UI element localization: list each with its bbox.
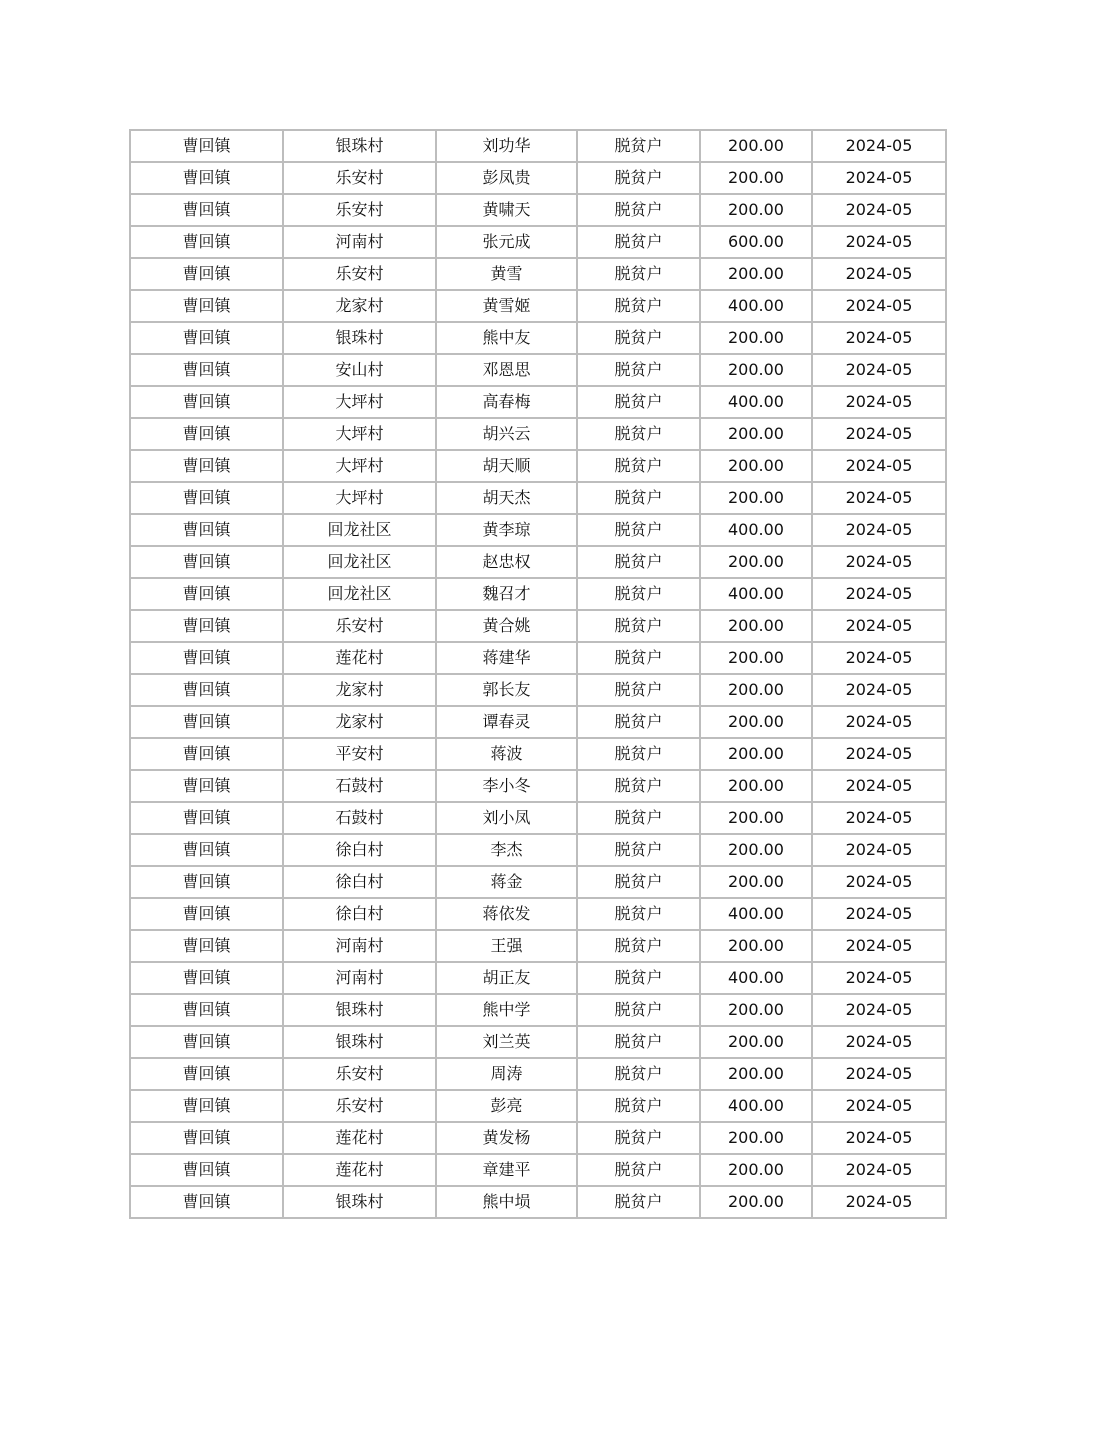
village-cell: 大坪村: [283, 386, 436, 418]
table-row: [130, 930, 946, 962]
amount-cell: 200.00: [700, 994, 812, 1026]
town-cell: 曹回镇: [130, 258, 283, 290]
village-cell: 银珠村: [283, 322, 436, 354]
month-cell: 2024-05: [812, 1090, 946, 1122]
amount-cell: 200.00: [700, 1154, 812, 1186]
amount-cell: 200.00: [700, 1026, 812, 1058]
village-cell: 大坪村: [283, 418, 436, 450]
village-cell: 乐安村: [283, 194, 436, 226]
village-cell: 银珠村: [283, 994, 436, 1026]
month-cell: 2024-05: [812, 130, 946, 162]
category-cell: 脱贫户: [577, 546, 700, 578]
table-row: [130, 962, 946, 994]
month-cell: 2024-05: [812, 194, 946, 226]
town-cell: 曹回镇: [130, 706, 283, 738]
table-row: [130, 386, 946, 418]
table-row: [130, 866, 946, 898]
name-cell: 彭凤贵: [436, 162, 577, 194]
name-cell: 邓恩思: [436, 354, 577, 386]
name-cell: 黄发杨: [436, 1122, 577, 1154]
category-cell: 脱贫户: [577, 770, 700, 802]
table-row: [130, 770, 946, 802]
amount-cell: 200.00: [700, 610, 812, 642]
name-cell: 郭长友: [436, 674, 577, 706]
category-cell: 脱贫户: [577, 834, 700, 866]
village-cell: 河南村: [283, 930, 436, 962]
name-cell: 蒋依发: [436, 898, 577, 930]
amount-cell: 400.00: [700, 898, 812, 930]
village-cell: 石鼓村: [283, 770, 436, 802]
month-cell: 2024-05: [812, 1026, 946, 1058]
town-cell: 曹回镇: [130, 738, 283, 770]
table-row: [130, 1154, 946, 1186]
name-cell: 蒋波: [436, 738, 577, 770]
village-cell: 银珠村: [283, 1186, 436, 1218]
name-cell: 黄啸天: [436, 194, 577, 226]
category-cell: 脱贫户: [577, 738, 700, 770]
table-row: [130, 1186, 946, 1218]
table-row: [130, 418, 946, 450]
month-cell: 2024-05: [812, 162, 946, 194]
town-cell: 曹回镇: [130, 194, 283, 226]
category-cell: 脱贫户: [577, 706, 700, 738]
name-cell: 张元成: [436, 226, 577, 258]
village-cell: 安山村: [283, 354, 436, 386]
month-cell: 2024-05: [812, 642, 946, 674]
town-cell: 曹回镇: [130, 834, 283, 866]
table-row: [130, 1058, 946, 1090]
town-cell: 曹回镇: [130, 674, 283, 706]
month-cell: 2024-05: [812, 674, 946, 706]
table-row: [130, 162, 946, 194]
records-table: [129, 129, 947, 1219]
month-cell: 2024-05: [812, 1186, 946, 1218]
records-table-body: [130, 130, 946, 1218]
village-cell: 乐安村: [283, 610, 436, 642]
name-cell: 魏召才: [436, 578, 577, 610]
village-cell: 龙家村: [283, 674, 436, 706]
category-cell: 脱贫户: [577, 1090, 700, 1122]
month-cell: 2024-05: [812, 962, 946, 994]
name-cell: 黄雪: [436, 258, 577, 290]
amount-cell: 200.00: [700, 354, 812, 386]
category-cell: 脱贫户: [577, 450, 700, 482]
category-cell: 脱贫户: [577, 994, 700, 1026]
town-cell: 曹回镇: [130, 226, 283, 258]
town-cell: 曹回镇: [130, 1058, 283, 1090]
month-cell: 2024-05: [812, 450, 946, 482]
town-cell: 曹回镇: [130, 1026, 283, 1058]
table-row: [130, 290, 946, 322]
month-cell: 2024-05: [812, 258, 946, 290]
town-cell: 曹回镇: [130, 866, 283, 898]
name-cell: 熊中学: [436, 994, 577, 1026]
amount-cell: 200.00: [700, 674, 812, 706]
category-cell: 脱贫户: [577, 194, 700, 226]
category-cell: 脱贫户: [577, 258, 700, 290]
table-row: [130, 226, 946, 258]
table-row: [130, 834, 946, 866]
amount-cell: 200.00: [700, 930, 812, 962]
town-cell: 曹回镇: [130, 482, 283, 514]
name-cell: 黄合姚: [436, 610, 577, 642]
category-cell: 脱贫户: [577, 130, 700, 162]
category-cell: 脱贫户: [577, 162, 700, 194]
town-cell: 曹回镇: [130, 546, 283, 578]
village-cell: 龙家村: [283, 290, 436, 322]
name-cell: 章建平: [436, 1154, 577, 1186]
town-cell: 曹回镇: [130, 994, 283, 1026]
amount-cell: 600.00: [700, 226, 812, 258]
name-cell: 黄李琼: [436, 514, 577, 546]
name-cell: 谭春灵: [436, 706, 577, 738]
month-cell: 2024-05: [812, 898, 946, 930]
table-row: [130, 322, 946, 354]
village-cell: 河南村: [283, 226, 436, 258]
amount-cell: 200.00: [700, 834, 812, 866]
town-cell: 曹回镇: [130, 514, 283, 546]
village-cell: 徐白村: [283, 898, 436, 930]
month-cell: 2024-05: [812, 1154, 946, 1186]
amount-cell: 200.00: [700, 642, 812, 674]
town-cell: 曹回镇: [130, 770, 283, 802]
village-cell: 徐白村: [283, 866, 436, 898]
category-cell: 脱贫户: [577, 642, 700, 674]
category-cell: 脱贫户: [577, 386, 700, 418]
name-cell: 赵忠权: [436, 546, 577, 578]
village-cell: 银珠村: [283, 1026, 436, 1058]
category-cell: 脱贫户: [577, 1122, 700, 1154]
table-row: [130, 514, 946, 546]
month-cell: 2024-05: [812, 930, 946, 962]
category-cell: 脱贫户: [577, 962, 700, 994]
table-row: [130, 802, 946, 834]
category-cell: 脱贫户: [577, 290, 700, 322]
amount-cell: 200.00: [700, 162, 812, 194]
village-cell: 大坪村: [283, 482, 436, 514]
category-cell: 脱贫户: [577, 482, 700, 514]
table-row: [130, 610, 946, 642]
category-cell: 脱贫户: [577, 226, 700, 258]
category-cell: 脱贫户: [577, 866, 700, 898]
village-cell: 乐安村: [283, 1058, 436, 1090]
category-cell: 脱贫户: [577, 930, 700, 962]
town-cell: 曹回镇: [130, 802, 283, 834]
table-row: [130, 130, 946, 162]
amount-cell: 200.00: [700, 1058, 812, 1090]
name-cell: 周涛: [436, 1058, 577, 1090]
category-cell: 脱贫户: [577, 1058, 700, 1090]
table-row: [130, 258, 946, 290]
amount-cell: 400.00: [700, 1090, 812, 1122]
name-cell: 熊中埙: [436, 1186, 577, 1218]
month-cell: 2024-05: [812, 610, 946, 642]
month-cell: 2024-05: [812, 482, 946, 514]
village-cell: 回龙社区: [283, 514, 436, 546]
village-cell: 莲花村: [283, 1154, 436, 1186]
month-cell: 2024-05: [812, 514, 946, 546]
month-cell: 2024-05: [812, 578, 946, 610]
name-cell: 刘小凤: [436, 802, 577, 834]
town-cell: 曹回镇: [130, 450, 283, 482]
village-cell: 回龙社区: [283, 546, 436, 578]
month-cell: 2024-05: [812, 738, 946, 770]
month-cell: 2024-05: [812, 770, 946, 802]
village-cell: 莲花村: [283, 642, 436, 674]
amount-cell: 400.00: [700, 578, 812, 610]
category-cell: 脱贫户: [577, 418, 700, 450]
category-cell: 脱贫户: [577, 578, 700, 610]
table-row: [130, 354, 946, 386]
name-cell: 蒋建华: [436, 642, 577, 674]
name-cell: 李小冬: [436, 770, 577, 802]
month-cell: 2024-05: [812, 386, 946, 418]
amount-cell: 200.00: [700, 866, 812, 898]
name-cell: 彭亮: [436, 1090, 577, 1122]
category-cell: 脱贫户: [577, 674, 700, 706]
name-cell: 王强: [436, 930, 577, 962]
town-cell: 曹回镇: [130, 962, 283, 994]
town-cell: 曹回镇: [130, 386, 283, 418]
amount-cell: 200.00: [700, 130, 812, 162]
month-cell: 2024-05: [812, 418, 946, 450]
amount-cell: 200.00: [700, 1122, 812, 1154]
amount-cell: 400.00: [700, 962, 812, 994]
town-cell: 曹回镇: [130, 1090, 283, 1122]
village-cell: 徐白村: [283, 834, 436, 866]
amount-cell: 200.00: [700, 482, 812, 514]
town-cell: 曹回镇: [130, 610, 283, 642]
category-cell: 脱贫户: [577, 802, 700, 834]
village-cell: 龙家村: [283, 706, 436, 738]
village-cell: 大坪村: [283, 450, 436, 482]
month-cell: 2024-05: [812, 994, 946, 1026]
table-row: [130, 482, 946, 514]
month-cell: 2024-05: [812, 290, 946, 322]
village-cell: 乐安村: [283, 1090, 436, 1122]
village-cell: 河南村: [283, 962, 436, 994]
month-cell: 2024-05: [812, 802, 946, 834]
name-cell: 胡正友: [436, 962, 577, 994]
village-cell: 乐安村: [283, 258, 436, 290]
village-cell: 莲花村: [283, 1122, 436, 1154]
amount-cell: 400.00: [700, 514, 812, 546]
name-cell: 熊中友: [436, 322, 577, 354]
town-cell: 曹回镇: [130, 1154, 283, 1186]
amount-cell: 200.00: [700, 802, 812, 834]
table-row: [130, 898, 946, 930]
amount-cell: 400.00: [700, 290, 812, 322]
name-cell: 刘功华: [436, 130, 577, 162]
name-cell: 黄雪姬: [436, 290, 577, 322]
amount-cell: 200.00: [700, 770, 812, 802]
table-row: [130, 1122, 946, 1154]
table-row: [130, 642, 946, 674]
category-cell: 脱贫户: [577, 898, 700, 930]
name-cell: 胡天杰: [436, 482, 577, 514]
amount-cell: 200.00: [700, 322, 812, 354]
town-cell: 曹回镇: [130, 578, 283, 610]
name-cell: 高春梅: [436, 386, 577, 418]
table-row: [130, 674, 946, 706]
table-row: [130, 450, 946, 482]
town-cell: 曹回镇: [130, 322, 283, 354]
table-row: [130, 578, 946, 610]
town-cell: 曹回镇: [130, 162, 283, 194]
table-row: [130, 738, 946, 770]
amount-cell: 200.00: [700, 1186, 812, 1218]
village-cell: 石鼓村: [283, 802, 436, 834]
amount-cell: 200.00: [700, 706, 812, 738]
category-cell: 脱贫户: [577, 354, 700, 386]
amount-cell: 200.00: [700, 418, 812, 450]
town-cell: 曹回镇: [130, 130, 283, 162]
category-cell: 脱贫户: [577, 610, 700, 642]
table-row: [130, 546, 946, 578]
category-cell: 脱贫户: [577, 1154, 700, 1186]
town-cell: 曹回镇: [130, 642, 283, 674]
category-cell: 脱贫户: [577, 514, 700, 546]
amount-cell: 200.00: [700, 450, 812, 482]
month-cell: 2024-05: [812, 1122, 946, 1154]
town-cell: 曹回镇: [130, 1122, 283, 1154]
name-cell: 李杰: [436, 834, 577, 866]
month-cell: 2024-05: [812, 354, 946, 386]
amount-cell: 400.00: [700, 386, 812, 418]
name-cell: 胡兴云: [436, 418, 577, 450]
amount-cell: 200.00: [700, 738, 812, 770]
town-cell: 曹回镇: [130, 418, 283, 450]
category-cell: 脱贫户: [577, 1186, 700, 1218]
month-cell: 2024-05: [812, 834, 946, 866]
village-cell: 回龙社区: [283, 578, 436, 610]
name-cell: 蒋金: [436, 866, 577, 898]
town-cell: 曹回镇: [130, 290, 283, 322]
name-cell: 刘兰英: [436, 1026, 577, 1058]
amount-cell: 200.00: [700, 258, 812, 290]
month-cell: 2024-05: [812, 226, 946, 258]
table-row: [130, 994, 946, 1026]
month-cell: 2024-05: [812, 1058, 946, 1090]
table-row: [130, 1026, 946, 1058]
village-cell: 乐安村: [283, 162, 436, 194]
month-cell: 2024-05: [812, 866, 946, 898]
category-cell: 脱贫户: [577, 1026, 700, 1058]
village-cell: 平安村: [283, 738, 436, 770]
town-cell: 曹回镇: [130, 930, 283, 962]
month-cell: 2024-05: [812, 706, 946, 738]
amount-cell: 200.00: [700, 194, 812, 226]
town-cell: 曹回镇: [130, 354, 283, 386]
table-row: [130, 1090, 946, 1122]
village-cell: 银珠村: [283, 130, 436, 162]
category-cell: 脱贫户: [577, 322, 700, 354]
table-row: [130, 194, 946, 226]
name-cell: 胡天顺: [436, 450, 577, 482]
amount-cell: 200.00: [700, 546, 812, 578]
table-row: [130, 706, 946, 738]
town-cell: 曹回镇: [130, 1186, 283, 1218]
month-cell: 2024-05: [812, 322, 946, 354]
month-cell: 2024-05: [812, 546, 946, 578]
town-cell: 曹回镇: [130, 898, 283, 930]
